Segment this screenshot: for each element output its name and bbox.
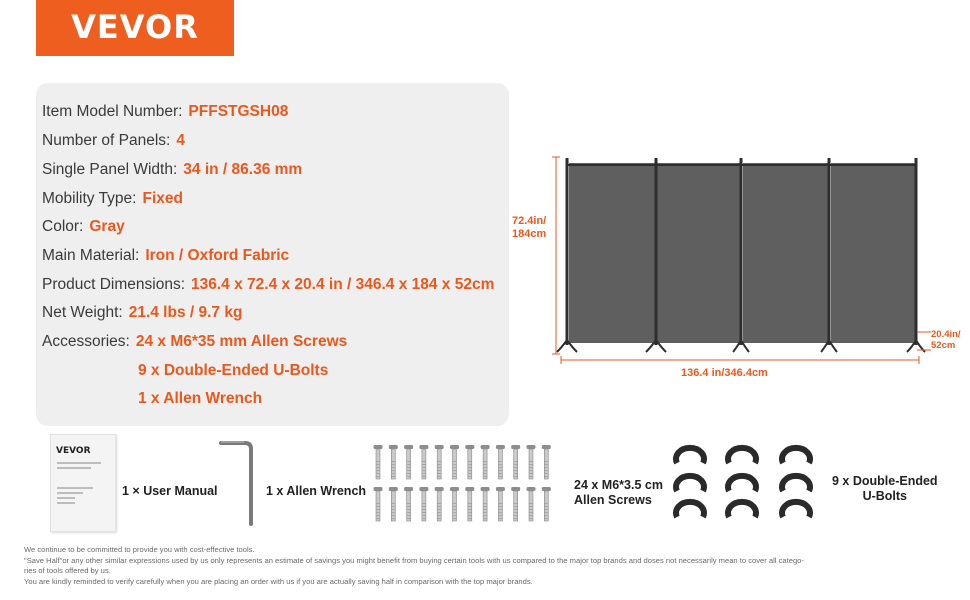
- spec-label: Single Panel Width:: [42, 161, 178, 178]
- disclaimer-line: You are kindly reminded to verify carefully when you are placing an order with us if you are actually saving half in comparison with the top major brands.: [24, 576, 533, 586]
- spec-label: Product Dimensions:: [42, 276, 186, 293]
- screw: [527, 487, 536, 521]
- spec-value: 34 in / 86.36 mm: [183, 161, 303, 178]
- u-bolt: [728, 448, 756, 463]
- screw: [389, 445, 398, 479]
- screw: [511, 445, 520, 479]
- spec-value: 24 x M6*35 mm Allen Screws: [135, 333, 348, 350]
- u-bolt: [676, 476, 704, 491]
- u-bolt: [676, 448, 704, 463]
- screw: [450, 487, 459, 521]
- spec-label: Number of Panels:: [42, 132, 171, 149]
- height-dimension-label: [512, 215, 546, 241]
- u-bolt: [782, 502, 810, 517]
- width-dimension-label: 136.4 in/346.4cm: [681, 367, 768, 379]
- screw: [435, 487, 444, 521]
- depth-in: 20.4in/: [931, 329, 961, 340]
- spec-value: Iron / Oxford Fabric: [145, 247, 290, 264]
- screws-caption-line: 24 x M6*3.5 cm: [574, 478, 663, 492]
- spec-value: 4: [176, 132, 185, 149]
- disclaimer-line: ries of tools offered by us.: [24, 566, 111, 575]
- screw: [404, 487, 413, 521]
- screw: [527, 445, 536, 479]
- manual-line: [57, 467, 91, 469]
- u-bolts-image: [676, 448, 810, 517]
- screw: [511, 487, 520, 521]
- screw: [496, 487, 505, 521]
- ubolts-caption-line: U-Bolts: [862, 489, 908, 503]
- spec-label: Main Material:: [42, 247, 140, 264]
- screw: [465, 445, 474, 479]
- screw: [465, 487, 474, 521]
- manual-line: [57, 502, 75, 504]
- screw: [481, 445, 490, 479]
- screw: [496, 445, 505, 479]
- manual-logo: VEVOR: [56, 446, 91, 456]
- screws-caption-line: Allen Screws: [574, 493, 652, 507]
- u-bolt: [782, 448, 810, 463]
- screw: [435, 445, 444, 479]
- logo-text: VEVOR: [71, 8, 199, 46]
- screws-caption: [574, 478, 663, 508]
- accessory-ubolts: 9 x Double-Ended U-Bolts: [138, 362, 329, 379]
- screw: [450, 445, 459, 479]
- spec-value: PFFSTGSH08: [188, 103, 289, 120]
- spec-label: Item Model Number:: [42, 103, 183, 120]
- spec-value: 136.4 x 72.4 x 20.4 in / 346.4 x 184 x 52cm: [191, 276, 495, 293]
- ubolts-caption-line: 9 x Double-Ended: [832, 474, 938, 488]
- spec-label: Net Weight:: [42, 304, 123, 321]
- height-cm: 184cm: [512, 228, 547, 240]
- spec-label: Accessories:: [42, 333, 130, 350]
- spec-value: 21.4 lbs / 9.7 kg: [128, 304, 243, 321]
- user-manual-image: [50, 434, 116, 532]
- screw: [419, 445, 428, 479]
- spec-label: Mobility Type:: [42, 190, 137, 207]
- screw: [374, 487, 383, 521]
- u-bolt: [676, 502, 704, 517]
- manual-line: [57, 462, 101, 464]
- u-bolt: [728, 476, 756, 491]
- spec-value: Gray: [89, 218, 125, 235]
- spec-label: Color:: [42, 218, 84, 235]
- room-divider-image: [557, 158, 925, 352]
- screw: [419, 487, 428, 521]
- disclaimer-line: "Save Half"or any other similar expressions used by us only represents an estimate of savings you might benefit from buying certain tools with us compared to the major top brands and doses not necessarily mean to cover all catego-: [24, 555, 804, 565]
- wrench-caption: 1 x Allen Wrench: [266, 484, 367, 498]
- disclaimer-text: [24, 545, 954, 587]
- screw: [374, 445, 383, 479]
- manual-line: [57, 497, 75, 499]
- u-bolt: [782, 476, 810, 491]
- screw: [481, 487, 490, 521]
- manual-caption: 1 × User Manual: [122, 484, 218, 498]
- screw: [542, 487, 551, 521]
- ubolts-caption: [832, 474, 938, 504]
- disclaimer-line: We continue to be committed to provide you with cost-effective tools.: [24, 545, 255, 554]
- u-bolt: [728, 502, 756, 517]
- allen-wrench-image: [221, 442, 251, 524]
- depth-dimension-label: [931, 329, 961, 351]
- screw: [542, 445, 551, 479]
- manual-line: [57, 492, 83, 494]
- screw: [404, 445, 413, 479]
- depth-cm: 52cm: [931, 340, 956, 351]
- accessory-wrench: 1 x Allen Wrench: [138, 390, 263, 407]
- height-in: 72.4in/: [512, 215, 547, 227]
- allen-screws-image: [374, 445, 551, 521]
- manual-line: [57, 487, 93, 489]
- screw: [389, 487, 398, 521]
- spec-value: Fixed: [142, 190, 183, 207]
